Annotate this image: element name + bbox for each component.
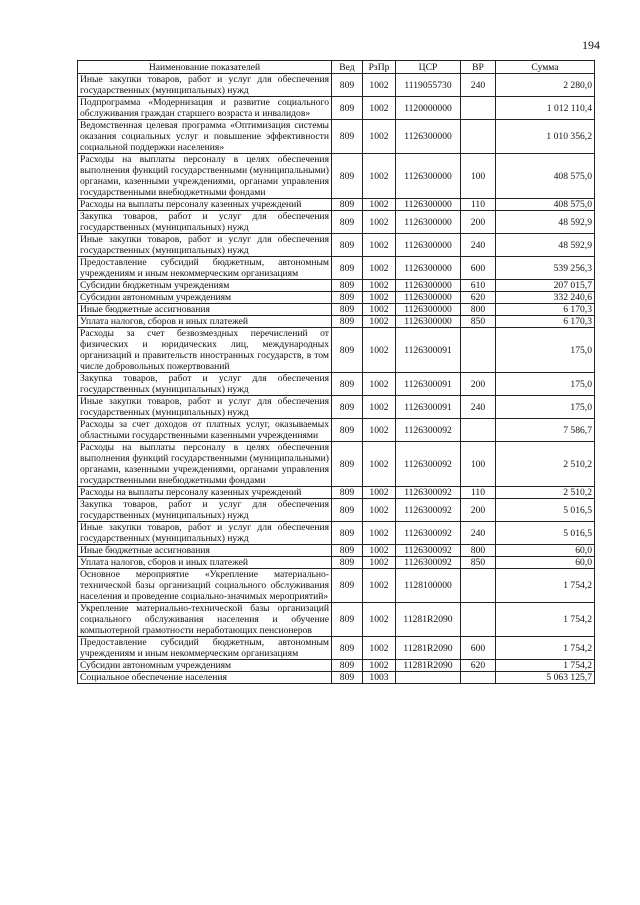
header-sum: Сумма — [496, 61, 595, 74]
table-row — [78, 660, 595, 672]
table-row — [78, 292, 595, 304]
header-ved: Вед — [332, 61, 363, 74]
cell-sum: 1 754,2 — [496, 637, 595, 660]
cell-sum: 1 010 356,2 — [496, 120, 595, 154]
cell-ved: 809 — [332, 280, 363, 292]
cell-rzpr: 1002 — [363, 97, 396, 120]
cell-name: Укрепление материально-технической базы организаций социального обслуживания населения и обучение компьютерной грамотности неработающих пенсионеров — [78, 603, 332, 637]
cell-vr — [461, 603, 496, 637]
cell-name: Закупка товаров, работ и услуг для обеспечения государственных (муниципальных) нужд — [78, 499, 332, 522]
cell-sum: 5 063 125,7 — [496, 672, 595, 684]
cell-ved: 809 — [332, 419, 363, 442]
cell-vr — [461, 569, 496, 603]
cell-name: Расходы за счет безвозмездных перечислений от физических и юридических лиц, международных организаций и правительств иностранных государств, в том числе добровольных пожертвований — [78, 328, 332, 373]
cell-name: Основное мероприятие «Укрепление материально-технической базы организаций социального обслуживания населения и проведение социально-значимых мероприятий» — [78, 569, 332, 603]
cell-vr — [461, 328, 496, 373]
cell-csr: 1128100000 — [396, 569, 461, 603]
cell-csr: 1126300091 — [396, 328, 461, 373]
cell-csr: 1126300000 — [396, 316, 461, 328]
table-row — [78, 120, 595, 154]
cell-rzpr: 1002 — [363, 74, 396, 97]
cell-name: Иные закупки товаров, работ и услуг для обеспечения государственных (муниципальных) нужд — [78, 522, 332, 545]
table-body — [78, 74, 595, 684]
cell-sum: 2 280,0 — [496, 74, 595, 97]
cell-csr: 11281R2090 — [396, 660, 461, 672]
cell-name: Расходы на выплаты персоналу в целях обеспечения выполнения функций государственными (муниципальными) органами, казенными учреждениями, органами управления государственными внебюджетными фондами — [78, 442, 332, 487]
cell-ved: 809 — [332, 328, 363, 373]
cell-csr: 1126300092 — [396, 522, 461, 545]
table-row — [78, 419, 595, 442]
cell-sum: 48 592,9 — [496, 234, 595, 257]
table-row — [78, 234, 595, 257]
table-row — [78, 74, 595, 97]
table-row — [78, 257, 595, 280]
cell-sum: 1 754,2 — [496, 603, 595, 637]
table-row — [78, 499, 595, 522]
cell-csr: 1126300092 — [396, 487, 461, 499]
header-rzpr: РзПр — [363, 61, 396, 74]
cell-name: Расходы на выплаты персоналу в целях обеспечения выполнения функций государственными (муниципальными) органами, казенными учреждениями, органами управления государственными внебюджетными фондами — [78, 154, 332, 199]
cell-rzpr: 1002 — [363, 211, 396, 234]
cell-csr: 1126300000 — [396, 292, 461, 304]
cell-ved: 809 — [332, 257, 363, 280]
cell-vr: 800 — [461, 545, 496, 557]
cell-ved: 809 — [332, 199, 363, 211]
table-row — [78, 522, 595, 545]
page-number: 194 — [582, 38, 600, 52]
cell-rzpr: 1003 — [363, 672, 396, 684]
cell-vr: 800 — [461, 304, 496, 316]
cell-csr: 1126300000 — [396, 211, 461, 234]
cell-vr: 200 — [461, 211, 496, 234]
cell-rzpr: 1002 — [363, 499, 396, 522]
cell-name: Иные бюджетные ассигнования — [78, 304, 332, 316]
table-header-row — [78, 61, 595, 74]
cell-rzpr: 1002 — [363, 280, 396, 292]
cell-rzpr: 1002 — [363, 522, 396, 545]
cell-vr: 850 — [461, 316, 496, 328]
cell-csr: 1120000000 — [396, 97, 461, 120]
cell-vr: 110 — [461, 199, 496, 211]
cell-vr: 600 — [461, 637, 496, 660]
cell-vr: 610 — [461, 280, 496, 292]
cell-ved: 809 — [332, 522, 363, 545]
table-row — [78, 569, 595, 603]
cell-csr: 1126300091 — [396, 396, 461, 419]
table-row — [78, 603, 595, 637]
cell-csr: 1126300091 — [396, 373, 461, 396]
cell-name: Закупка товаров, работ и услуг для обеспечения государственных (муниципальных) нужд — [78, 211, 332, 234]
cell-name: Иные закупки товаров, работ и услуг для обеспечения государственных (муниципальных) нужд — [78, 396, 332, 419]
cell-sum: 60,0 — [496, 557, 595, 569]
cell-rzpr: 1002 — [363, 304, 396, 316]
cell-ved: 809 — [332, 396, 363, 419]
cell-vr — [461, 672, 496, 684]
cell-name: Иные бюджетные ассигнования — [78, 545, 332, 557]
cell-csr: 1126300000 — [396, 257, 461, 280]
table-row — [78, 199, 595, 211]
cell-sum: 408 575,0 — [496, 199, 595, 211]
cell-sum: 175,0 — [496, 328, 595, 373]
cell-sum: 5 016,5 — [496, 499, 595, 522]
cell-name: Расходы на выплаты персоналу казенных учреждений — [78, 199, 332, 211]
cell-ved: 809 — [332, 373, 363, 396]
budget-table — [77, 60, 595, 684]
cell-ved: 809 — [332, 672, 363, 684]
cell-vr: 200 — [461, 499, 496, 522]
cell-csr: 1126300000 — [396, 280, 461, 292]
cell-name: Подпрограмма «Модернизация и развитие социального обслуживания граждан старшего возраста и инвалидов» — [78, 97, 332, 120]
cell-csr: 1126300000 — [396, 120, 461, 154]
cell-name: Иные закупки товаров, работ и услуг для обеспечения государственных (муниципальных) нужд — [78, 234, 332, 257]
cell-vr: 100 — [461, 154, 496, 199]
cell-csr: 1119055730 — [396, 74, 461, 97]
cell-sum: 2 510,2 — [496, 487, 595, 499]
cell-rzpr: 1002 — [363, 419, 396, 442]
cell-rzpr: 1002 — [363, 557, 396, 569]
cell-csr: 1126300000 — [396, 234, 461, 257]
cell-csr: 11281R2090 — [396, 603, 461, 637]
cell-sum: 2 510,2 — [496, 442, 595, 487]
cell-csr: 1126300092 — [396, 419, 461, 442]
cell-vr: 200 — [461, 373, 496, 396]
cell-rzpr: 1002 — [363, 257, 396, 280]
cell-ved: 809 — [332, 637, 363, 660]
cell-name: Субсидии автономным учреждениям — [78, 660, 332, 672]
cell-csr: 1126300000 — [396, 304, 461, 316]
cell-vr: 850 — [461, 557, 496, 569]
cell-name: Социальное обеспечение населения — [78, 672, 332, 684]
cell-name: Расходы за счет доходов от платных услуг, оказываемых областными государственными казенными учреждениями — [78, 419, 332, 442]
cell-sum: 1 754,2 — [496, 569, 595, 603]
cell-sum: 48 592,9 — [496, 211, 595, 234]
cell-sum: 5 016,5 — [496, 522, 595, 545]
cell-ved: 809 — [332, 316, 363, 328]
cell-ved: 809 — [332, 211, 363, 234]
cell-csr: 1126300092 — [396, 499, 461, 522]
cell-vr: 620 — [461, 292, 496, 304]
cell-ved: 809 — [332, 74, 363, 97]
cell-csr: 11281R2090 — [396, 637, 461, 660]
cell-name: Расходы на выплаты персоналу казенных учреждений — [78, 487, 332, 499]
cell-csr: 1126300000 — [396, 154, 461, 199]
cell-rzpr: 1002 — [363, 373, 396, 396]
cell-csr: 1126300000 — [396, 199, 461, 211]
cell-name: Предоставление субсидий бюджетным, автономным учреждениям и иным некоммерческим организациям — [78, 257, 332, 280]
cell-rzpr: 1002 — [363, 292, 396, 304]
header-name: Наименование показателей — [78, 61, 332, 74]
cell-rzpr: 1002 — [363, 637, 396, 660]
cell-vr: 240 — [461, 74, 496, 97]
cell-ved: 809 — [332, 487, 363, 499]
cell-rzpr: 1002 — [363, 487, 396, 499]
cell-ved: 809 — [332, 499, 363, 522]
cell-rzpr: 1002 — [363, 234, 396, 257]
table-row — [78, 442, 595, 487]
cell-vr: 240 — [461, 396, 496, 419]
cell-ved: 809 — [332, 97, 363, 120]
table-row — [78, 328, 595, 373]
cell-sum: 539 256,3 — [496, 257, 595, 280]
table-row — [78, 280, 595, 292]
cell-rzpr: 1002 — [363, 328, 396, 373]
cell-sum: 7 586,7 — [496, 419, 595, 442]
cell-sum: 207 015,7 — [496, 280, 595, 292]
cell-vr: 620 — [461, 660, 496, 672]
cell-ved: 809 — [332, 660, 363, 672]
cell-name: Иные закупки товаров, работ и услуг для обеспечения государственных (муниципальных) нужд — [78, 74, 332, 97]
table-row — [78, 545, 595, 557]
cell-ved: 809 — [332, 154, 363, 199]
cell-rzpr: 1002 — [363, 545, 396, 557]
cell-sum: 332 240,6 — [496, 292, 595, 304]
cell-name: Субсидии автономным учреждениям — [78, 292, 332, 304]
cell-sum: 6 170,3 — [496, 304, 595, 316]
cell-vr — [461, 120, 496, 154]
cell-ved: 809 — [332, 545, 363, 557]
cell-csr — [396, 672, 461, 684]
cell-vr: 600 — [461, 257, 496, 280]
table-row — [78, 487, 595, 499]
cell-sum: 1 012 110,4 — [496, 97, 595, 120]
table-row — [78, 672, 595, 684]
cell-vr: 100 — [461, 442, 496, 487]
cell-vr: 240 — [461, 522, 496, 545]
cell-vr — [461, 419, 496, 442]
cell-sum: 60,0 — [496, 545, 595, 557]
cell-ved: 809 — [332, 603, 363, 637]
header-csr: ЦСР — [396, 61, 461, 74]
cell-name: Закупка товаров, работ и услуг для обеспечения государственных (муниципальных) нужд — [78, 373, 332, 396]
cell-rzpr: 1002 — [363, 660, 396, 672]
table-row — [78, 637, 595, 660]
cell-sum: 175,0 — [496, 373, 595, 396]
cell-ved: 809 — [332, 442, 363, 487]
table-row — [78, 373, 595, 396]
cell-rzpr: 1002 — [363, 442, 396, 487]
cell-name: Уплата налогов, сборов и иных платежей — [78, 316, 332, 328]
header-vr: ВР — [461, 61, 496, 74]
cell-name: Ведомственная целевая программа «Оптимизация системы оказания социальных услуг и повышение эффективности социальной поддержки населения» — [78, 120, 332, 154]
cell-rzpr: 1002 — [363, 154, 396, 199]
cell-vr: 240 — [461, 234, 496, 257]
cell-sum: 6 170,3 — [496, 316, 595, 328]
table-row — [78, 396, 595, 419]
cell-rzpr: 1002 — [363, 120, 396, 154]
cell-sum: 175,0 — [496, 396, 595, 419]
cell-ved: 809 — [332, 120, 363, 154]
cell-ved: 809 — [332, 557, 363, 569]
cell-name: Предоставление субсидий бюджетным, автономным учреждениям и иным некоммерческим организациям — [78, 637, 332, 660]
cell-csr: 1126300092 — [396, 557, 461, 569]
cell-ved: 809 — [332, 304, 363, 316]
table-row — [78, 316, 595, 328]
cell-sum: 408 575,0 — [496, 154, 595, 199]
cell-ved: 809 — [332, 234, 363, 257]
cell-sum: 1 754,2 — [496, 660, 595, 672]
cell-rzpr: 1002 — [363, 396, 396, 419]
table-row — [78, 211, 595, 234]
table-row — [78, 154, 595, 199]
table-row — [78, 304, 595, 316]
table-row — [78, 557, 595, 569]
cell-rzpr: 1002 — [363, 316, 396, 328]
cell-name: Уплата налогов, сборов и иных платежей — [78, 557, 332, 569]
cell-rzpr: 1002 — [363, 569, 396, 603]
cell-vr — [461, 97, 496, 120]
table-row — [78, 97, 595, 120]
cell-name: Субсидии бюджетным учреждениям — [78, 280, 332, 292]
cell-vr: 110 — [461, 487, 496, 499]
cell-ved: 809 — [332, 292, 363, 304]
cell-csr: 1126300092 — [396, 545, 461, 557]
cell-csr: 1126300092 — [396, 442, 461, 487]
cell-rzpr: 1002 — [363, 199, 396, 211]
cell-rzpr: 1002 — [363, 603, 396, 637]
cell-ved: 809 — [332, 569, 363, 603]
